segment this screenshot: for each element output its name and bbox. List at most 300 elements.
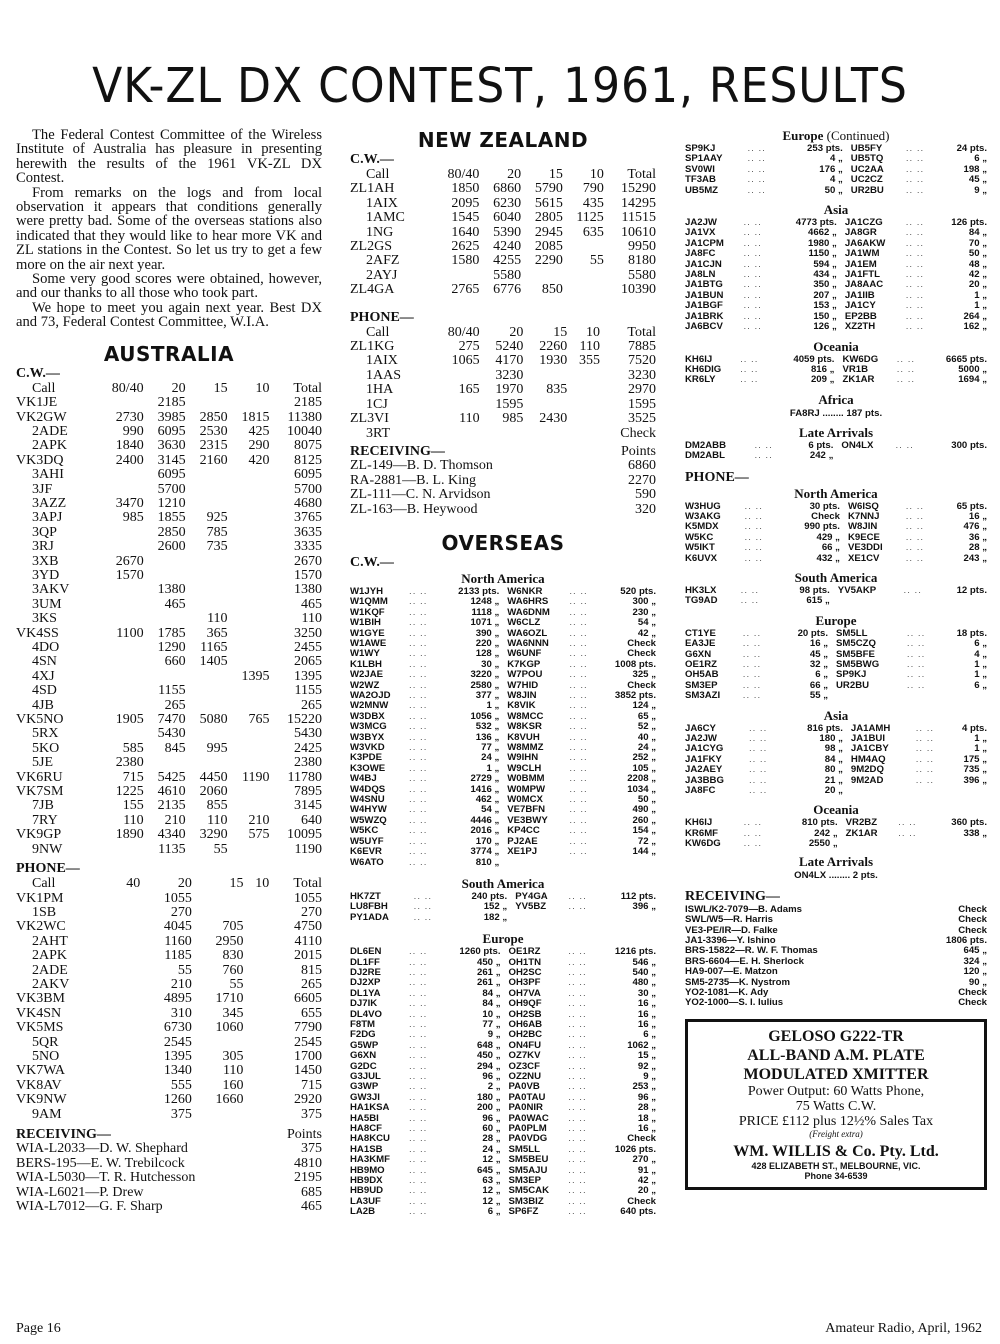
- call-sign: HB9DX: [350, 1175, 383, 1187]
- score-cell: 15290: [621, 181, 656, 197]
- score-cell: 1785: [157, 625, 186, 641]
- region-asia: Asia: [823, 202, 849, 218]
- score-cell: 3985: [157, 409, 186, 425]
- score-cell: [430, 398, 480, 412]
- points-value: 16 „: [637, 998, 656, 1010]
- receiver-points: 645 „: [963, 945, 987, 957]
- column-header: Total: [293, 380, 322, 396]
- leader-dots: .. ..: [409, 804, 428, 816]
- call-sign: JA1FKY: [685, 753, 722, 765]
- call-sign: PJ2AE: [507, 835, 538, 847]
- list-item: [350, 785, 656, 795]
- score-cell: 660: [164, 654, 186, 670]
- points-value: 128 „: [475, 648, 500, 660]
- column-header: Total: [293, 876, 322, 892]
- leader-dots: .. ..: [409, 669, 428, 681]
- call-sign: JA8GR: [844, 227, 877, 239]
- points-value: 648 „: [477, 1039, 501, 1051]
- leader-dots: .. ..: [748, 774, 768, 786]
- call-sign: VK7SM: [16, 784, 64, 800]
- points-value: 12 „: [482, 1185, 501, 1197]
- column-header: 10: [255, 380, 270, 396]
- call-sign: UC2CZ: [850, 174, 883, 186]
- call-sign: JA1WM: [844, 248, 880, 260]
- ad-address: 428 ELIZABETH ST., MELBOURNE, VIC.: [751, 1160, 921, 1171]
- call-sign: DJ2RE: [350, 966, 381, 978]
- leader-dots: .. ..: [413, 911, 432, 923]
- points-value: 96 „: [482, 1071, 501, 1082]
- points-value: Check: [627, 679, 656, 691]
- score-cell: 2085: [534, 239, 563, 255]
- score-cell: 575: [248, 827, 270, 843]
- list-item: [685, 554, 987, 564]
- score-cell: 6776: [493, 282, 522, 298]
- call-sign: HA3KMF: [350, 1154, 390, 1166]
- ad-phone: Phone 34-6539: [804, 1170, 868, 1181]
- score-cell: 2400: [115, 452, 144, 468]
- call-sign: PA0VB: [508, 1081, 540, 1093]
- points-value: 10 „: [482, 1008, 501, 1020]
- leader-dots: .. ..: [747, 153, 766, 165]
- table-row: [16, 439, 322, 453]
- table-row: [16, 396, 322, 410]
- leader-dots: .. ..: [568, 1123, 587, 1135]
- intro-paragraph: From remarks on the logs and from local observation it appears that conditions generally were pretty bad. Some of the overseas stations also indicated that they would like to hear more VK and ZL stations in the Contest. So let us try to get a few more on the air next year.: [16, 184, 322, 273]
- leader-dots: .. ..: [568, 966, 587, 978]
- score-cell: 3765: [294, 510, 322, 526]
- score-cell: [96, 684, 144, 698]
- points-value: 200 „: [477, 1102, 501, 1114]
- call-sign: TF3AB: [685, 174, 716, 186]
- score-cell: [192, 1036, 244, 1050]
- score-cell: 1395: [241, 668, 270, 684]
- call-sign: JA1BGF: [685, 300, 723, 312]
- score-cell: [243, 978, 269, 992]
- points-value: 300 pts.: [951, 439, 987, 451]
- call-sign: W6ATO: [350, 856, 384, 868]
- table-row: [16, 1007, 322, 1021]
- leader-dots: .. ..: [409, 1185, 428, 1197]
- call-sign: XE1CV: [847, 552, 880, 564]
- points-value: 65 pts.: [956, 500, 987, 512]
- score-cell: 655: [301, 1005, 322, 1021]
- score-cell: [563, 269, 604, 283]
- score-cell: 55: [589, 253, 604, 269]
- leader-dots: .. ..: [905, 227, 925, 239]
- points-value: 261 „: [477, 966, 501, 978]
- leader-dots: .. ..: [748, 785, 768, 797]
- call-sign: W5WZQ: [350, 814, 387, 826]
- points-value: 1694 „: [958, 374, 987, 386]
- table-row: [16, 684, 322, 698]
- leader-dots: .. ..: [413, 890, 432, 902]
- points-value: 260 „: [632, 814, 656, 826]
- score-cell: [186, 555, 228, 569]
- table-row: [16, 756, 322, 770]
- score-cell: 2850: [199, 409, 228, 425]
- table-row: [16, 1036, 322, 1050]
- score-cell: [186, 699, 228, 713]
- receiver-points: Check: [958, 914, 987, 926]
- call-sign: G6XN: [685, 648, 712, 660]
- leader-dots: .. ..: [744, 531, 763, 543]
- table-header-row: [16, 382, 322, 396]
- list-item: [685, 596, 987, 606]
- points-value: 1071 „: [470, 617, 500, 629]
- score-cell: [186, 569, 228, 583]
- leader-dots: .. ..: [409, 1102, 428, 1114]
- receiving-row: [350, 503, 656, 517]
- table-row: [16, 799, 322, 813]
- leader-dots: .. ..: [568, 901, 587, 913]
- score-cell: 3635: [294, 524, 322, 540]
- leader-dots: .. ..: [743, 237, 762, 249]
- points-value: 50 „: [637, 794, 656, 806]
- points-value: 1150 „: [808, 248, 837, 260]
- score-cell: 3525: [628, 411, 656, 427]
- points-value: 80 „: [824, 764, 843, 776]
- score-cell: 110: [207, 611, 228, 627]
- score-cell: [114, 992, 140, 1006]
- call-sign: YV5AKP: [837, 584, 877, 596]
- points-value: 6 „: [974, 638, 987, 650]
- score-cell: 110: [579, 339, 601, 355]
- score-cell: 2545: [163, 1034, 192, 1050]
- leader-dots: .. ..: [569, 814, 588, 826]
- score-cell: 265: [301, 976, 322, 992]
- score-cell: 435: [582, 195, 604, 211]
- score-cell: [186, 756, 228, 770]
- leader-dots: .. ..: [569, 679, 588, 691]
- points-value: 182 „: [483, 911, 508, 923]
- column-header: 20: [171, 380, 186, 396]
- call-sign: WA6HRS: [507, 596, 549, 608]
- points-value: 462 „: [475, 794, 500, 806]
- leader-dots: .. ..: [740, 584, 759, 596]
- points-value: 396 „: [963, 774, 987, 786]
- points-value: 72 „: [637, 835, 656, 847]
- score-cell: 1970: [495, 382, 524, 398]
- call-sign: DM2ABB: [685, 439, 727, 451]
- call-sign: HB9UD: [350, 1185, 384, 1197]
- score-cell: 5790: [534, 181, 563, 197]
- call-sign: 4JB: [32, 697, 54, 713]
- receiving-row: [685, 998, 987, 1008]
- list-item: [685, 839, 987, 849]
- list-item: [350, 597, 656, 607]
- score-cell: 1225: [115, 784, 144, 800]
- column-header: Call: [366, 324, 390, 340]
- call-sign: XZ2TH: [844, 321, 876, 333]
- call-sign: 5KO: [32, 740, 60, 756]
- score-cell: 1700: [294, 1048, 322, 1064]
- leader-dots: .. ..: [409, 1008, 428, 1020]
- score-cell: [228, 497, 270, 511]
- score-cell: 1580: [451, 253, 480, 269]
- list-item: [350, 691, 656, 701]
- score-cell: 1840: [115, 438, 144, 454]
- leader-dots: .. ..: [569, 783, 588, 795]
- table-row: [16, 727, 322, 741]
- leader-dots: .. ..: [409, 700, 428, 712]
- score-cell: 375: [301, 1106, 322, 1122]
- points-value: 48 „: [968, 258, 987, 270]
- score-cell: [243, 1050, 269, 1064]
- score-cell: [96, 396, 144, 410]
- receiver-name: ZL-111—C. N. Arvidson: [350, 487, 491, 503]
- table-row: [16, 670, 322, 684]
- list-item: [350, 587, 656, 597]
- list-item: [350, 1020, 656, 1030]
- receiving-label: RECEIVING—: [350, 443, 445, 459]
- list-item: [350, 1134, 656, 1144]
- points-value: 6 „: [815, 669, 828, 681]
- score-cell: [567, 398, 600, 412]
- score-cell: 270: [170, 904, 192, 920]
- call-sign: 1AAS: [366, 367, 402, 383]
- score-cell: 5080: [199, 712, 228, 728]
- score-cell: 11380: [287, 409, 322, 425]
- score-cell: 365: [206, 625, 228, 641]
- score-cell: 4680: [294, 495, 322, 511]
- score-cell: 1060: [215, 1020, 244, 1036]
- score-cell: 55: [229, 976, 244, 992]
- score-cell: [243, 1079, 269, 1093]
- leader-dots: .. ..: [409, 977, 428, 989]
- leader-dots: .. ..: [569, 721, 588, 733]
- points-value: 6 „: [974, 153, 987, 165]
- points-value: 242 „: [814, 827, 838, 839]
- leader-dots: .. ..: [569, 773, 588, 785]
- leader-dots: .. ..: [748, 764, 768, 776]
- points-value: 594 „: [813, 258, 837, 270]
- points-value: 124 „: [632, 700, 656, 712]
- score-cell: [228, 526, 270, 540]
- points-value: 338 „: [963, 827, 987, 839]
- score-cell: [96, 526, 144, 540]
- list-item: [350, 978, 656, 988]
- table-row: [16, 978, 322, 992]
- leader-dots: .. ..: [409, 606, 428, 618]
- score-cell: [192, 892, 244, 906]
- column-header: 15: [229, 876, 244, 892]
- call-sign: LA3UF: [350, 1195, 381, 1207]
- score-cell: 1570: [115, 567, 144, 583]
- leader-dots: .. ..: [742, 648, 762, 660]
- score-cell: [228, 756, 270, 770]
- score-cell: [114, 1050, 140, 1064]
- ad-price: PRICE £112 plus 12½% Sales Tax: [738, 1113, 934, 1129]
- score-cell: [192, 906, 244, 920]
- call-sign: HA1SB: [350, 1143, 383, 1155]
- list-item: [685, 451, 987, 461]
- leader-dots: .. ..: [742, 638, 762, 650]
- score-cell: 165: [458, 382, 480, 398]
- points-value: 2208 „: [627, 773, 656, 785]
- list-item: [350, 847, 656, 857]
- leader-dots: .. ..: [569, 690, 588, 701]
- list-item: [685, 586, 987, 596]
- score-cell: [567, 369, 600, 383]
- table-row: [16, 655, 322, 669]
- receiver-points: Check: [958, 924, 987, 936]
- score-cell: [228, 396, 270, 410]
- call-sign: JA6CY: [685, 722, 716, 734]
- points-value: 432 „: [816, 552, 840, 564]
- points-value: 60 „: [482, 1123, 501, 1135]
- leader-dots: .. ..: [409, 1060, 428, 1072]
- call-sign: W8JIN: [847, 521, 878, 533]
- call-sign: WA6DNM: [507, 606, 550, 618]
- receiver-points: 324 „: [963, 955, 987, 967]
- leader-dots: .. ..: [744, 542, 763, 554]
- score-cell: 5425: [157, 769, 186, 785]
- receiving-row: [350, 459, 656, 473]
- score-cell: 1595: [628, 396, 656, 412]
- score-cell: 2530: [199, 423, 228, 439]
- points-value: 4446 „: [470, 814, 500, 826]
- leader-dots: .. ..: [905, 321, 925, 333]
- call-sign: OE1RZ: [685, 659, 717, 670]
- leader-dots: .. ..: [409, 1195, 428, 1207]
- call-sign: W3BYX: [350, 731, 385, 743]
- leader-dots: .. ..: [409, 794, 428, 806]
- call-sign: XE1PJ: [507, 846, 538, 858]
- table-row: [350, 354, 656, 368]
- call-sign: 9AM: [32, 1106, 62, 1122]
- table-row: [16, 1021, 322, 1035]
- points-value: 450 „: [477, 1050, 501, 1062]
- score-cell: [192, 1108, 244, 1122]
- leader-dots: .. ..: [569, 596, 588, 608]
- score-cell: 7470: [157, 712, 186, 728]
- score-cell: 2600: [157, 539, 186, 555]
- leader-dots: .. ..: [754, 450, 773, 462]
- points-value: 810 pts.: [801, 817, 838, 829]
- call-sign: 2AYJ: [366, 267, 398, 283]
- points-value: 91 „: [637, 1164, 656, 1176]
- points-value: 1416 „: [470, 783, 500, 795]
- call-sign: SM3EP: [508, 1175, 542, 1187]
- call-sign: PA0WAC: [508, 1112, 549, 1124]
- call-sign: SP1AAY: [685, 153, 723, 165]
- leader-dots: .. ..: [409, 1143, 428, 1155]
- receiving-label: RECEIVING—: [16, 1127, 111, 1142]
- points-value: 242 „: [809, 450, 834, 462]
- points-value: 1056 „: [470, 710, 500, 722]
- call-sign: JA1CYG: [685, 743, 724, 755]
- table-row: [350, 197, 656, 211]
- call-sign: VK5MS: [16, 1020, 64, 1036]
- table-row: [16, 785, 322, 799]
- receiver-points: Check: [958, 986, 987, 998]
- leader-dots: .. ..: [743, 227, 762, 239]
- geloso-advertisement: [685, 1019, 987, 1190]
- call-sign: 3AKV: [32, 582, 70, 598]
- ad-power-2: 75 Watts C.W.: [795, 1098, 877, 1114]
- list-item: [350, 1103, 656, 1113]
- list-item: [350, 681, 656, 691]
- ad-power-1: Power Output: 60 Watts Phone,: [747, 1083, 925, 1099]
- leader-dots: .. ..: [742, 669, 762, 681]
- list-item: [685, 543, 987, 553]
- score-cell: [228, 641, 270, 655]
- leader-dots: .. ..: [568, 1175, 587, 1187]
- call-sign: VK4SN: [16, 1005, 62, 1021]
- call-sign: G3WP: [350, 1081, 379, 1093]
- leader-dots: .. ..: [569, 658, 588, 670]
- column-header: 10: [586, 324, 601, 340]
- call-sign: VK6RU: [16, 769, 63, 785]
- score-cell: [186, 684, 228, 698]
- table-row: [16, 1050, 322, 1064]
- points-value: 6 „: [643, 1029, 656, 1041]
- list-item: [350, 1072, 656, 1082]
- points-value: 1 „: [974, 659, 987, 670]
- call-sign: LU8FBH: [350, 901, 388, 913]
- region-south-america: South America: [461, 875, 545, 891]
- leader-dots: .. ..: [409, 846, 428, 858]
- receiver-name: BRS-15822—R. W. F. Thomas: [685, 945, 818, 957]
- score-cell: [186, 598, 228, 612]
- call-sign: VK8AV: [16, 1077, 62, 1093]
- score-cell: 270: [301, 904, 322, 920]
- call-sign: K7KGP: [507, 658, 541, 670]
- table-row: [350, 211, 656, 225]
- col3-phone-label: PHONE—: [685, 469, 749, 485]
- score-cell: [243, 949, 269, 963]
- leader-dots: .. ..: [409, 773, 428, 785]
- call-sign: HB9MO: [350, 1164, 385, 1176]
- points-value: 16 „: [637, 1123, 656, 1135]
- leader-dots: .. ..: [409, 1029, 428, 1041]
- call-sign: JA6AKW: [844, 237, 886, 249]
- call-sign: ZL2GS: [350, 239, 392, 255]
- leader-dots: .. ..: [409, 1206, 428, 1218]
- leader-dots: .. ..: [905, 531, 925, 543]
- leader-dots: .. ..: [744, 510, 763, 522]
- table-row: [16, 1093, 322, 1107]
- leader-dots: [569, 858, 596, 868]
- overseas-heading: OVERSEAS: [441, 530, 565, 555]
- leader-dots: .. ..: [409, 856, 428, 868]
- leader-dots: .. ..: [568, 1018, 587, 1030]
- points-value: 1034 „: [627, 783, 656, 795]
- receiver-name: BRS-6604—E. H. Sherlock: [685, 955, 804, 967]
- table-row: [350, 383, 656, 397]
- call-sign: W1BIH: [350, 617, 381, 629]
- score-cell: 465: [301, 596, 322, 612]
- score-cell: [480, 427, 524, 441]
- call-sign: W5UYF: [350, 835, 384, 847]
- score-cell: [96, 468, 144, 482]
- score-cell: [228, 799, 270, 813]
- score-cell: 2730: [115, 409, 144, 425]
- table-row: [16, 1064, 322, 1078]
- call-sign: W1WY: [350, 648, 380, 660]
- call-sign: SM3EP: [685, 679, 718, 691]
- leader-dots: .. ..: [409, 658, 428, 670]
- call-sign: JA8FC: [685, 785, 716, 797]
- leader-dots: .. ..: [743, 817, 762, 829]
- call-sign: JA1BUI: [850, 733, 886, 745]
- region-suffix: (Continued): [826, 128, 890, 143]
- points-value: 220 „: [475, 637, 500, 649]
- call-sign: SV0WI: [685, 163, 715, 175]
- score-cell: [228, 612, 270, 626]
- list-item: [350, 1145, 656, 1155]
- points-value: 30 „: [637, 987, 656, 999]
